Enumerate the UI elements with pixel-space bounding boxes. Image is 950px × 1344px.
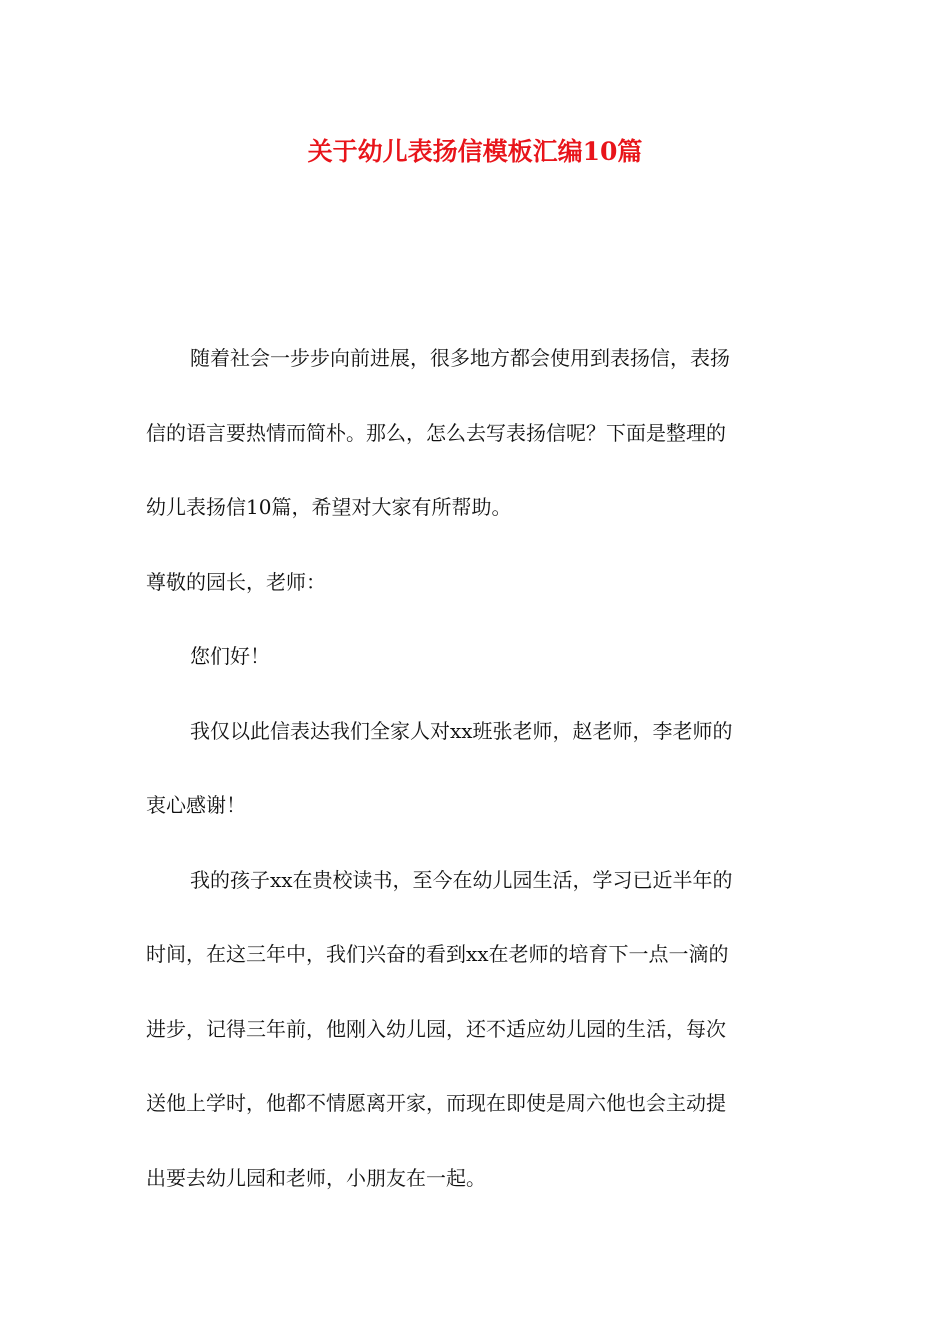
intro-line-2: 信的语言要热情而简朴。那么，怎么去写表扬信呢？下面是整理的 xyxy=(146,420,726,445)
story-line-1: 我的孩子xx在贵校读书，至今在幼儿园生活，学习已近半年的 xyxy=(190,867,733,892)
thanks-line-1: 我仅以此信表达我们全家人对xx班张老师，赵老师，李老师的 xyxy=(190,718,733,743)
story-paragraph xyxy=(146,843,806,1216)
story-line-2: 时间，在这三年中，我们兴奋的看到xx在老师的培育下一点一滴的 xyxy=(146,942,729,966)
document-title: 关于幼儿表扬信模板汇编10篇 xyxy=(307,137,643,166)
greeting-paragraph xyxy=(146,619,806,694)
story-line-5: 出要去幼儿园和老师，小朋友在一起。 xyxy=(146,1165,486,1190)
intro-paragraph xyxy=(146,321,806,545)
salutation-paragraph xyxy=(146,545,806,620)
story-line-3: 进步，记得三年前，他刚入幼儿园，还不适应幼儿园的生活，每次 xyxy=(146,1016,726,1041)
thanks-paragraph xyxy=(146,694,806,843)
intro-line-3: 幼儿表扬信10篇，希望对大家有所帮助。 xyxy=(146,495,512,519)
thanks-line-2: 衷心感谢！ xyxy=(146,793,246,817)
greeting-line: 您们好！ xyxy=(190,644,270,668)
intro-line-1: 随着社会一步步向前进展，很多地方都会使用到表扬信，表扬 xyxy=(190,346,730,370)
document-body xyxy=(146,321,806,1215)
salutation-line: 尊敬的园长，老师： xyxy=(146,569,326,594)
story-line-4: 送他上学时，他都不情愿离开家，而现在即使是周六他也会主动提 xyxy=(146,1091,726,1115)
